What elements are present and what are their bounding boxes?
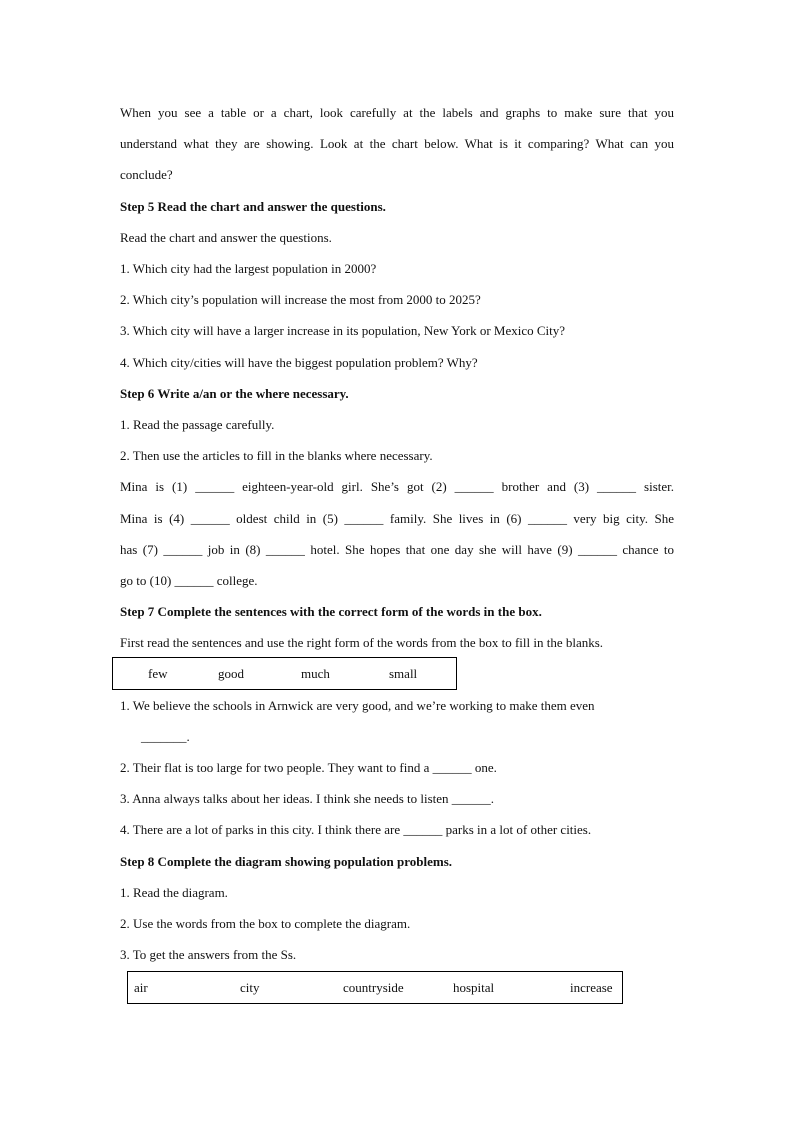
- step7-sentence-1-blank: _______.: [141, 728, 190, 744]
- step5-instruction: Read the chart and answer the questions.: [120, 229, 332, 245]
- step7-word-box: [112, 657, 457, 690]
- intro-line-2: understand what they are showing. Look at the chart below. What is it comparing? What can you: [120, 136, 674, 152]
- step6-passage-line-2: Mina is (4) ______ oldest child in (5) ______ family. She lives in (6) ______ very big city. She: [120, 510, 674, 526]
- step7-heading: Step 7 Complete the sentences with the correct form of the words in the box.: [120, 604, 542, 620]
- step8-word-city: city: [240, 980, 260, 995]
- step5-question-3: 3. Which city will have a larger increase in its population, New York or Mexico City?: [120, 323, 566, 339]
- step8-item-2: 2. Use the words from the box to complete the diagram.: [120, 916, 411, 932]
- step5-question-4: 4. Which city/cities will have the biggest population problem? Why?: [120, 354, 478, 370]
- step7-sentence-4: 4. There are a lot of parks in this city. I think there are ______ parks in a lot of other cities.: [120, 822, 592, 838]
- step7-word-small: small: [389, 666, 418, 681]
- step8-word-increase: increase: [570, 980, 613, 995]
- worksheet-page: [120, 97, 674, 970]
- step7-sentence-2: 2. Their flat is too large for two people. They want to find a ______ one.: [120, 760, 497, 776]
- step6-heading: Step 6 Write a/an or the where necessary.: [120, 385, 349, 401]
- step8-word-air: air: [134, 980, 148, 995]
- step7-instruction: First read the sentences and use the right form of the words from the box to fill in the blanks.: [120, 635, 604, 651]
- step7-word-much: much: [301, 666, 330, 681]
- step6-passage-line-3: has (7) ______ job in (8) ______ hotel. She hopes that one day she will have (9) ______ chance to: [120, 541, 674, 557]
- step5-question-1: 1. Which city had the largest population in 2000?: [120, 261, 377, 277]
- step7-word-good: good: [218, 666, 244, 681]
- step8-item-3: 3. To get the answers from the Ss.: [120, 947, 297, 963]
- step8-item-1: 1. Read the diagram.: [120, 884, 228, 900]
- step6-item-2: 2. Then use the articles to fill in the blanks where necessary.: [120, 448, 433, 464]
- intro-line-3: conclude?: [120, 167, 173, 183]
- step6-passage-line-1: Mina is (1) ______ eighteen-year-old girl. She’s got (2) ______ brother and (3) ______ sister.: [120, 479, 674, 495]
- step6-passage-line-4: go to (10) ______ college.: [120, 573, 258, 589]
- step6-item-1: 1. Read the passage carefully.: [120, 417, 275, 433]
- step8-heading: Step 8 Complete the diagram showing population problems.: [120, 853, 453, 869]
- step5-heading: Step 5 Read the chart and answer the questions.: [120, 198, 386, 214]
- step8-word-hospital: hospital: [453, 980, 495, 995]
- step8-word-countryside: countryside: [343, 980, 404, 995]
- step8-word-box: [127, 971, 623, 1004]
- step5-question-2: 2. Which city’s population will increase the most from 2000 to 2025?: [120, 292, 481, 308]
- step7-word-few: few: [148, 666, 168, 681]
- step7-sentence-1: 1. We believe the schools in Arnwick are very good, and we’re working to make them even: [120, 697, 595, 713]
- intro-line-1: When you see a table or a chart, look carefully at the labels and graphs to make sure that you: [120, 105, 674, 120]
- step7-sentence-3: 3. Anna always talks about her ideas. I think she needs to listen ______.: [120, 791, 495, 807]
